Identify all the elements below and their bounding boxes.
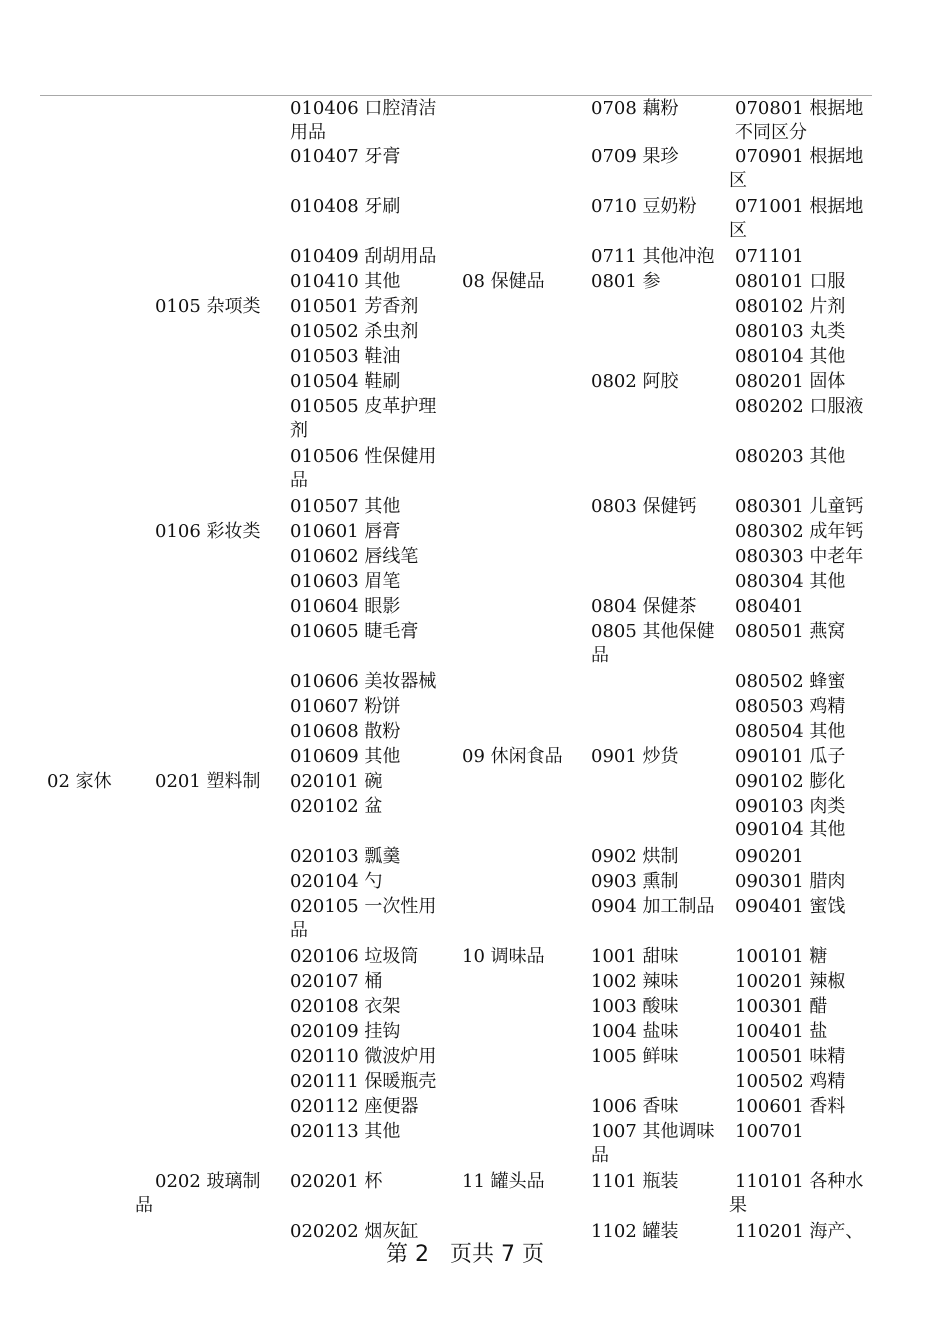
table-cell-c3: 020111 保暖瓶壳 — [290, 1071, 437, 1092]
table-cell-c6: 080201 固体 — [735, 371, 846, 392]
table-row — [0, 770, 950, 794]
table-cell-c3: 010603 眉笔 — [290, 571, 401, 592]
table-row — [0, 995, 950, 1019]
table-cell-c6: 090401 蜜饯 — [735, 896, 846, 917]
table-cell-c6: 090301 腊肉 — [735, 871, 846, 892]
table-row — [0, 895, 950, 919]
table-cell-c5: 0711 其他冲泡 — [591, 246, 715, 267]
table-row — [0, 1120, 950, 1144]
table-cell-c2: 0202 玻璃制 — [155, 1171, 261, 1192]
table-cell-c6: 080104 其他 — [735, 346, 846, 367]
table-row — [0, 620, 950, 644]
table-cell-c5: 0904 加工制品 — [591, 896, 715, 917]
table-cell-c6: 100201 辣椒 — [735, 971, 846, 992]
table-cell-c6: 080301 儿童钙 — [735, 496, 864, 517]
table-cell-c6: 090103 肉类 — [735, 796, 846, 817]
table-cell-c6: 080203 其他 — [735, 446, 846, 467]
table-cell-c6: 080102 片剂 — [735, 296, 846, 317]
table-cell-c6: 090201 — [735, 846, 804, 867]
table-cell-c3: 010602 唇线笔 — [290, 546, 419, 567]
table-cell-c6: 080502 蜂蜜 — [735, 671, 846, 692]
cell-continuation: 品 — [135, 1195, 153, 1216]
table-row — [0, 1070, 950, 1094]
table-cell-c6: 071101 — [735, 246, 804, 267]
table-cell-c5: 1002 辣味 — [591, 971, 679, 992]
table-cell-c3: 020109 挂钩 — [290, 1021, 401, 1042]
table-row — [0, 245, 950, 269]
table-row — [0, 1095, 950, 1119]
table-row — [0, 795, 950, 819]
table-cell-c5: 0802 阿胶 — [591, 371, 679, 392]
table-cell-c3: 010601 唇膏 — [290, 521, 401, 542]
table-cell-c6: 100502 鸡精 — [735, 1071, 846, 1092]
table-cell-c6: 070901 根据地 — [735, 146, 864, 167]
table-cell-c6: 080401 — [735, 596, 804, 617]
table-cell-c6: 100701 — [735, 1121, 804, 1142]
table-cell-c3: 020108 衣架 — [290, 996, 401, 1017]
table-cell-c6: 080302 成年钙 — [735, 521, 864, 542]
table-cell-c6: 080501 燕窝 — [735, 621, 846, 642]
table-cell-c6: 110201 海产、 — [735, 1221, 864, 1242]
table-row — [0, 295, 950, 319]
table-cell-c3: 020202 烟灰缸 — [290, 1221, 419, 1242]
table-row — [0, 145, 950, 169]
table-row — [0, 270, 950, 294]
table-cell-c3: 010409 刮胡用品 — [290, 246, 437, 267]
table-cell-c5: 0709 果珍 — [591, 146, 679, 167]
table-row — [0, 945, 950, 969]
table-cell-c3: 010503 鞋油 — [290, 346, 401, 367]
table-row — [0, 320, 950, 344]
table-cell-c3: 010605 睫毛膏 — [290, 621, 419, 642]
cell-continuation: 果 — [729, 1195, 747, 1216]
table-row — [0, 595, 950, 619]
table-cell-c3: 010406 口腔清洁 — [290, 98, 437, 119]
cell-continuation: 区 — [729, 170, 747, 191]
table-cell-c6: 080101 口服 — [735, 271, 846, 292]
table-row — [0, 520, 950, 544]
table-cell-c5: 0803 保健钙 — [591, 496, 697, 517]
table-cell-c5: 0901 炒货 — [591, 746, 679, 767]
table-row — [0, 695, 950, 719]
table-row — [0, 97, 950, 121]
table-cell-c5: 0710 豆奶粉 — [591, 196, 697, 217]
table-cell-c6: 080304 其他 — [735, 571, 846, 592]
table-cell-c3: 010505 皮革护理 — [290, 396, 437, 417]
table-cell-c3: 010507 其他 — [290, 496, 401, 517]
table-cell-c4: 09 休闲食品 — [462, 746, 563, 767]
table-row — [0, 495, 950, 519]
table-row — [0, 545, 950, 569]
table-cell-c4: 08 保健品 — [462, 271, 545, 292]
table-cell-c3: 020113 其他 — [290, 1121, 401, 1142]
table-cell-c3: 010408 牙刷 — [290, 196, 401, 217]
table-cell-c1: 02 家休 — [47, 771, 112, 792]
table-cell-c3: 010504 鞋刷 — [290, 371, 401, 392]
table-cell-c6: 090101 瓜子 — [735, 746, 846, 767]
table-cell-c3: 010506 性保健用 — [290, 446, 437, 467]
table-cell-c6: 080503 鸡精 — [735, 696, 846, 717]
table-row — [0, 845, 950, 869]
table-cell-c6: 070801 根据地 — [735, 98, 864, 119]
table-row — [0, 445, 950, 469]
table-row — [0, 720, 950, 744]
table-cell-c5: 1006 香味 — [591, 1096, 679, 1117]
table-cell-c5: 0903 熏制 — [591, 871, 679, 892]
footer-page-total: 页共 7 页 — [450, 1242, 544, 1267]
table-cell-c3: 010407 牙膏 — [290, 146, 401, 167]
table-cell-c3: 010501 芳香剂 — [290, 296, 419, 317]
cell-continuation: 不同区分 — [735, 122, 807, 143]
table-cell-c3: 010608 散粉 — [290, 721, 401, 742]
table-cell-c5: 1102 罐装 — [591, 1221, 679, 1242]
table-cell-c3: 020110 微波炉用 — [290, 1046, 437, 1067]
table-cell-c6: 080504 其他 — [735, 721, 846, 742]
table-cell-c6: 071001 根据地 — [735, 196, 864, 217]
table-row — [0, 345, 950, 369]
table-cell-c5: 0708 藕粉 — [591, 98, 679, 119]
table-cell-c6: 090102 膨化 — [735, 771, 846, 792]
table-cell-c5: 0801 参 — [591, 271, 661, 292]
table-cell-c6: 100101 糖 — [735, 946, 828, 967]
table-cell-c6: 110101 各种水 — [735, 1171, 864, 1192]
table-cell-c5: 1004 盐味 — [591, 1021, 679, 1042]
table-cell-c6: 080103 丸类 — [735, 321, 846, 342]
table-cell-c4: 11 罐头品 — [462, 1171, 545, 1192]
table-cell-c3: 010604 眼影 — [290, 596, 401, 617]
table-cell-c2: 0106 彩妆类 — [155, 521, 261, 542]
page-footer — [0, 1240, 930, 1270]
table-cell-c3: 020104 勺 — [290, 871, 383, 892]
table-cell-c3: 010410 其他 — [290, 271, 401, 292]
table-cell-c5: 1101 瓶装 — [591, 1171, 679, 1192]
table-cell-c6: 090104 其他 — [735, 819, 846, 840]
table-cell-c6: 100601 香料 — [735, 1096, 846, 1117]
table-row — [0, 195, 950, 219]
table-cell-c6: 100501 味精 — [735, 1046, 846, 1067]
table-row — [0, 570, 950, 594]
table-cell-c6: 100301 醋 — [735, 996, 828, 1017]
table-cell-c4: 10 调味品 — [462, 946, 545, 967]
table-cell-c6: 080202 口服液 — [735, 396, 864, 417]
table-row — [0, 670, 950, 694]
table-cell-c6: 080303 中老年 — [735, 546, 864, 567]
table-cell-c2: 0201 塑料制 — [155, 771, 261, 792]
table-row — [0, 1170, 950, 1194]
table-cell-c3: 020102 盆 — [290, 796, 383, 817]
table-cell-c3: 020101 碗 — [290, 771, 383, 792]
table-row — [0, 745, 950, 769]
table-cell-c5: 0902 烘制 — [591, 846, 679, 867]
table-cell-c3: 010606 美妆器械 — [290, 671, 437, 692]
table-row — [0, 395, 950, 419]
cell-continuation: 品 — [591, 1145, 609, 1166]
table-cell-c3: 020103 瓢羹 — [290, 846, 401, 867]
table-cell-c5: 1003 酸味 — [591, 996, 679, 1017]
table-cell-c3: 020105 一次性用 — [290, 896, 437, 917]
table-cell-c2: 0105 杂项类 — [155, 296, 261, 317]
footer-page-number: 第 2 — [386, 1242, 430, 1267]
cell-continuation: 剂 — [290, 420, 308, 441]
table-cell-c5: 0805 其他保健 — [591, 621, 715, 642]
table-row — [0, 370, 950, 394]
table-row — [0, 1045, 950, 1069]
cell-continuation: 品 — [290, 470, 308, 491]
table-row — [0, 870, 950, 894]
cell-continuation: 品 — [591, 645, 609, 666]
table-cell-c6: 100401 盐 — [735, 1021, 828, 1042]
table-cell-c3: 020107 桶 — [290, 971, 383, 992]
cell-continuation: 用品 — [290, 122, 326, 143]
table-cell-c3: 020112 座便器 — [290, 1096, 419, 1117]
table-row — [0, 818, 950, 842]
table-cell-c5: 1007 其他调味 — [591, 1121, 715, 1142]
table-cell-c3: 010609 其他 — [290, 746, 401, 767]
table-cell-c3: 010502 杀虫剂 — [290, 321, 419, 342]
table-row — [0, 970, 950, 994]
table-cell-c3: 020201 杯 — [290, 1171, 383, 1192]
cell-continuation: 区 — [729, 220, 747, 241]
table-cell-c5: 1005 鲜味 — [591, 1046, 679, 1067]
table-row — [0, 1020, 950, 1044]
table-cell-c5: 0804 保健茶 — [591, 596, 697, 617]
table-cell-c5: 1001 甜味 — [591, 946, 679, 967]
cell-continuation: 品 — [290, 920, 308, 941]
table-cell-c3: 010607 粉饼 — [290, 696, 401, 717]
table-cell-c3: 020106 垃圾筒 — [290, 946, 419, 967]
